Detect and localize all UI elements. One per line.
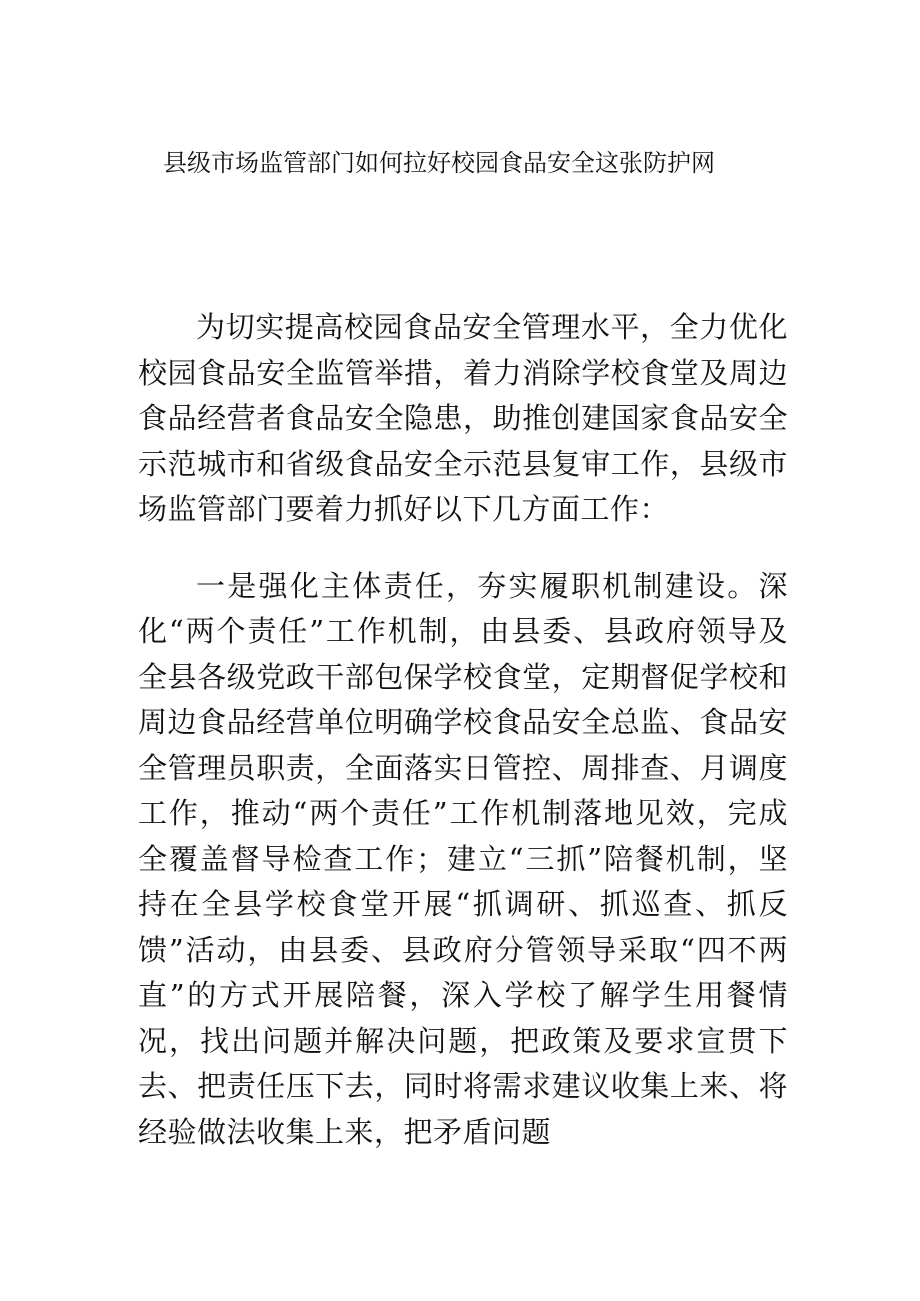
section-one-paragraph: 一是强化主体责任，夯实履职机制建设。深化“两个责任”工作机制，由县委、县政府领导及全县各级党政干部包保学校食堂，定期督促学校和周边食品经营单位明确学校食品安全总监、食品安全管理员职责，全面落实日管控、周排查、月调度工作，推动“两个责任”工作机制落地见效，完成全覆盖督导检查工作；建立“三抓”陪餐机制，坚持在全县学校食堂开展“抓调研、抓巡查、抓反馈”活动，由县委、县政府分管领导采取“四不两直”的方式开展陪餐，深入学校了解学生用餐情况，找出问题并解决问题，把政策及要求宣贯下去、把责任压下去，同时将需求建议收集上来、将经验做法收集上来，把矛盾问题 bbox=[138, 568, 788, 1149]
document-body bbox=[138, 305, 788, 1155]
document-title: 县级市场监管部门如何拉好校园食品安全这张防护网 bbox=[163, 149, 715, 177]
intro-paragraph: 为切实提高校园食品安全管理水平，全力优化校园食品安全监管举措，着力消除学校食堂及周边食品经营者食品安全隐患，助推创建国家食品安全示范城市和省级食品安全示范县复审工作，县级市场监管部门要着力抓好以下几方面工作： bbox=[138, 310, 788, 526]
